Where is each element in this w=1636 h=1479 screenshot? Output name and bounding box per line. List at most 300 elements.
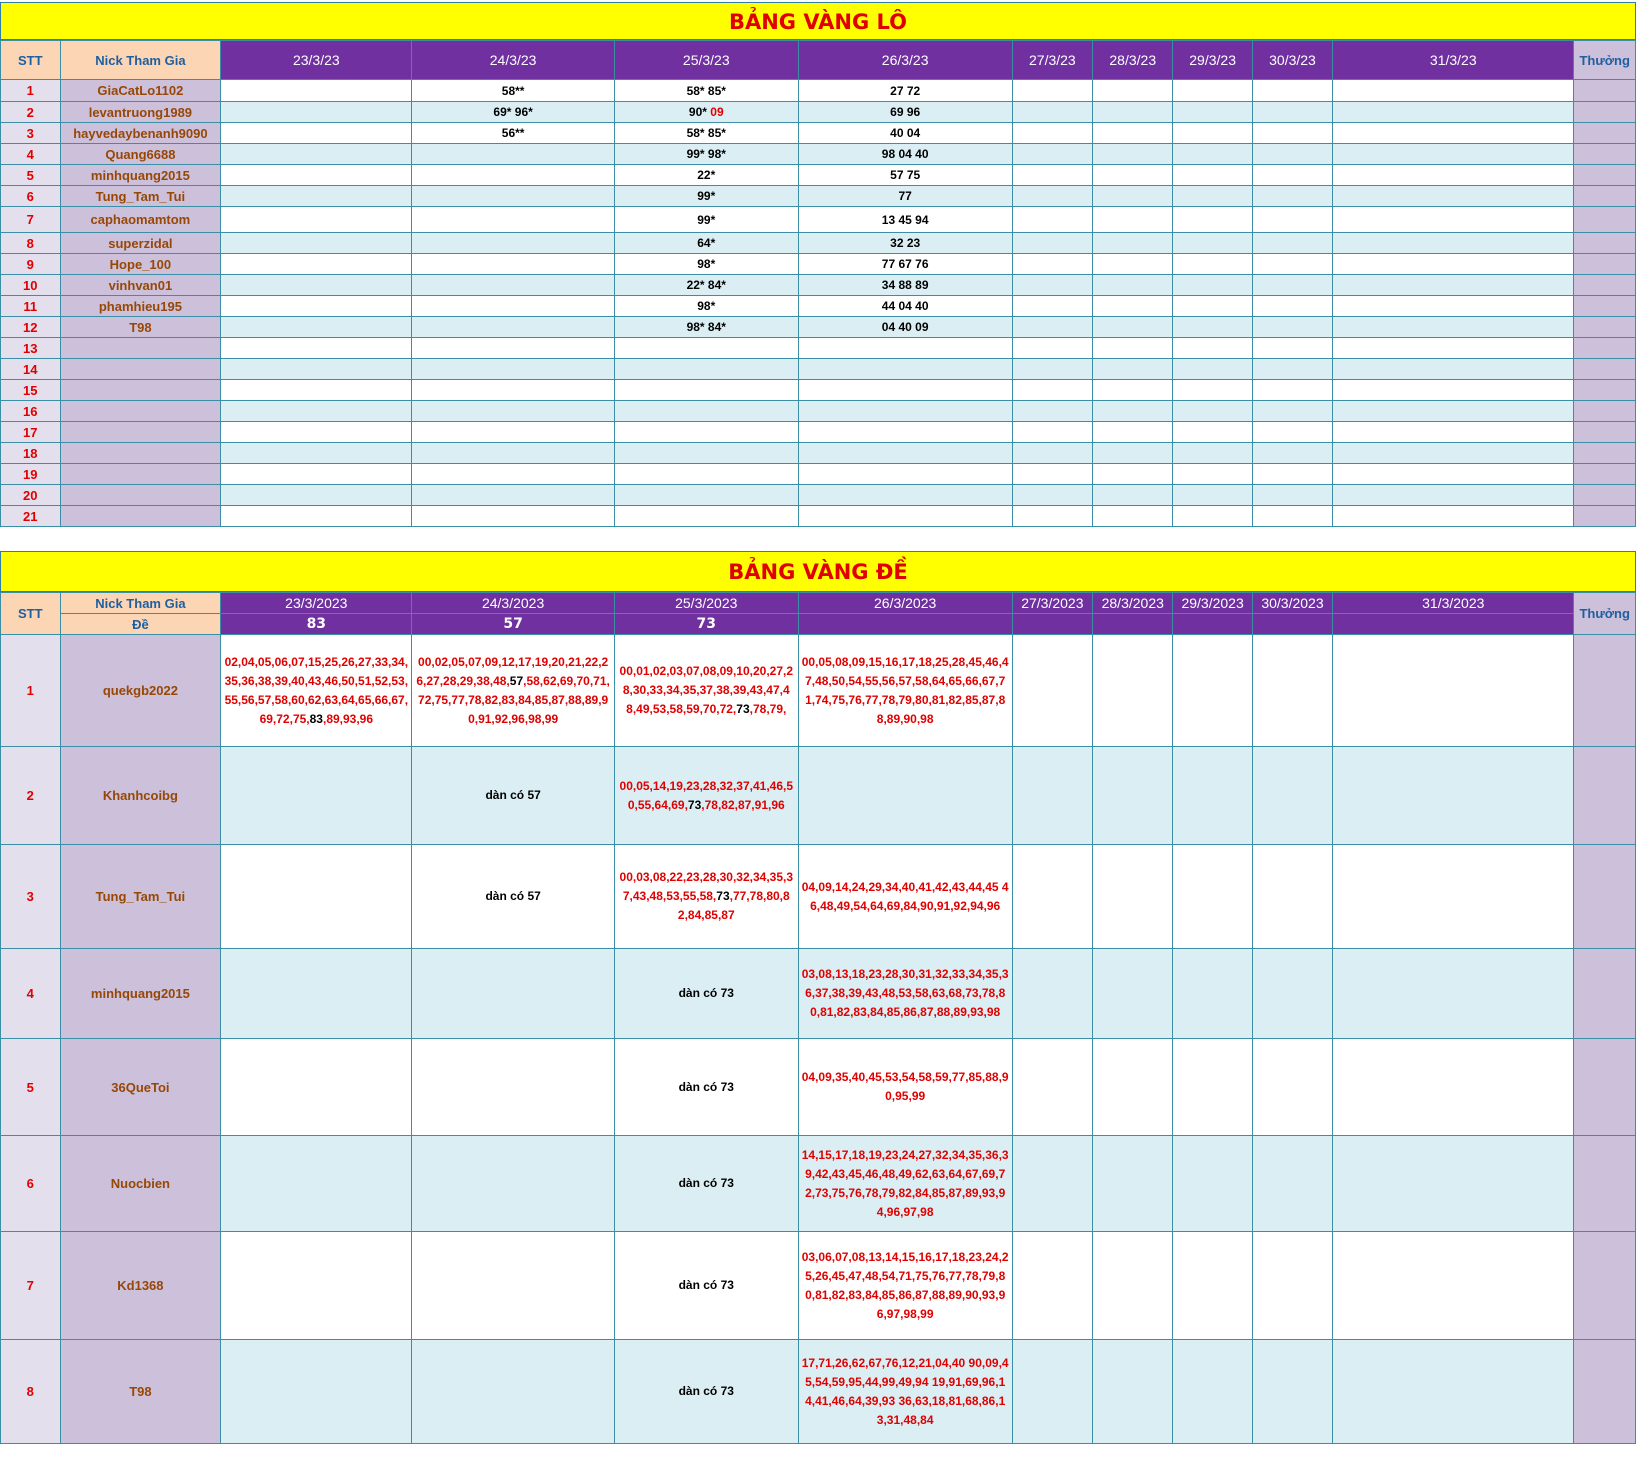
lo-cell: 58** — [412, 80, 615, 102]
de-header-stt: STT — [1, 593, 61, 635]
lo-cell — [1173, 422, 1252, 443]
de-cell — [1012, 1136, 1092, 1232]
de-cell — [614, 845, 798, 949]
de-header-date: 28/3/2023 — [1093, 593, 1173, 614]
number-list — [412, 653, 614, 729]
lo-cell — [1012, 254, 1092, 275]
lo-cell — [221, 80, 412, 102]
lo-cell: 34 88 89 — [798, 275, 1012, 296]
table-row — [1, 296, 1636, 317]
row-stt: 10 — [1, 275, 61, 296]
row-stt: 7 — [1, 1232, 61, 1340]
table-row — [1, 1340, 1636, 1444]
number-segment: 04,09,35,40,45,53,54,58,59,77,85,88,90,95,99 — [801, 1070, 1009, 1103]
lo-cell — [1252, 317, 1332, 338]
row-nick: Khanhcoibg — [60, 747, 221, 845]
lo-cell — [221, 401, 412, 422]
lo-cell — [614, 207, 798, 233]
number-segment: 00,01,02,03,07,08,09,10,20,27,28,30,33,34,35,37,38,39,43,47,48,49,53,58,59,70,72, — [619, 664, 794, 716]
lo-cell — [614, 296, 798, 317]
lo-cell — [1333, 80, 1574, 102]
table-row — [1, 949, 1636, 1039]
lo-cell — [1093, 296, 1173, 317]
row-thuong — [1574, 102, 1636, 123]
de-cell — [1173, 1232, 1252, 1340]
de-result: 73 — [614, 614, 798, 635]
row-nick: T98 — [60, 1340, 221, 1444]
de-body — [1, 635, 1636, 1444]
row-thuong — [1574, 207, 1636, 233]
de-header-date: 29/3/2023 — [1173, 593, 1252, 614]
lo-cell — [1173, 275, 1252, 296]
lo-cell: 27 72 — [798, 80, 1012, 102]
de-cell — [412, 1340, 615, 1444]
table-row — [1, 401, 1636, 422]
number-hit: 73 — [687, 797, 702, 812]
lo-cell — [614, 422, 798, 443]
lo-cell-value: 99* — [697, 189, 716, 203]
row-thuong — [1574, 845, 1636, 949]
lo-cell — [412, 207, 615, 233]
row-thuong — [1574, 747, 1636, 845]
lo-cell-value: 98* 84* — [686, 320, 726, 334]
lo-cell — [1252, 186, 1332, 207]
number-segment: ,89,93,96 — [322, 711, 374, 726]
lo-cell — [1333, 359, 1574, 380]
row-nick: GiaCatLo1102 — [60, 80, 221, 102]
row-thuong — [1574, 422, 1636, 443]
de-cell — [1173, 635, 1252, 747]
row-nick: Tung_Tam_Tui — [60, 845, 221, 949]
lo-cell — [1333, 102, 1574, 123]
number-list — [799, 1248, 1012, 1324]
lo-header-date: 30/3/23 — [1252, 41, 1332, 80]
lo-cell — [1333, 401, 1574, 422]
row-thuong — [1574, 144, 1636, 165]
row-nick — [60, 464, 221, 485]
row-stt: 9 — [1, 254, 61, 275]
table-row — [1, 338, 1636, 359]
lo-cell — [1333, 338, 1574, 359]
lo-cell — [1252, 233, 1332, 254]
lo-cell — [1333, 464, 1574, 485]
lo-cell — [1252, 359, 1332, 380]
lo-cell — [1333, 207, 1574, 233]
de-result-empty — [1173, 614, 1252, 635]
row-thuong — [1574, 443, 1636, 464]
row-stt: 13 — [1, 338, 61, 359]
lo-header-thuong: Thưởng — [1574, 41, 1636, 80]
de-cell — [1173, 1136, 1252, 1232]
de-cell — [798, 747, 1012, 845]
row-nick — [60, 422, 221, 443]
table-row — [1, 747, 1636, 845]
lo-cell-value: 64* — [697, 236, 716, 250]
number-list — [615, 662, 798, 719]
lo-cell — [1252, 102, 1332, 123]
lo-cell: 40 04 — [798, 123, 1012, 144]
number-list — [615, 777, 798, 815]
number-segment: ,77,78,80,82,84,85,87 — [677, 889, 790, 922]
lo-cell — [221, 485, 412, 506]
number-list — [799, 1354, 1012, 1430]
lo-cell — [1252, 144, 1332, 165]
number-hit: 73 — [716, 889, 730, 903]
number-list — [799, 1068, 1012, 1106]
lo-cell — [614, 338, 798, 359]
table-row — [1, 254, 1636, 275]
lo-cell — [1093, 233, 1173, 254]
number-segment: ,58,62,69,70,71,72,75,77,78,82,83,84,85,87,88,89,90,91,92,96,98,99 — [418, 673, 610, 726]
row-stt: 16 — [1, 401, 61, 422]
lo-cell — [1333, 254, 1574, 275]
de-cell — [614, 747, 798, 845]
table-row — [1, 207, 1636, 233]
lo-cell — [1252, 380, 1332, 401]
lo-cell — [221, 275, 412, 296]
lo-cell — [1093, 485, 1173, 506]
de-cell — [798, 1340, 1012, 1444]
lo-cell — [1173, 186, 1252, 207]
de-cell — [1012, 1039, 1092, 1136]
lo-cell — [614, 443, 798, 464]
de-cell — [798, 1232, 1012, 1340]
de-cell — [614, 1340, 798, 1444]
lo-cell — [1012, 233, 1092, 254]
lo-cell — [1252, 123, 1332, 144]
lo-cell — [1173, 233, 1252, 254]
de-cell — [614, 1232, 798, 1340]
de-cell — [412, 845, 615, 949]
lo-cell — [1093, 338, 1173, 359]
lo-cell — [412, 359, 615, 380]
lo-cell — [412, 254, 615, 275]
de-cell — [1012, 1340, 1092, 1444]
row-thuong — [1574, 635, 1636, 747]
lo-cell — [1093, 401, 1173, 422]
dan-note: dàn có 73 — [678, 1176, 734, 1190]
number-segment: 04,09,14,24,29,34,40,41,42,43,44,45 46,48,49,54,64,69,84,90,91,92,94,96 — [801, 879, 1009, 913]
lo-cell — [614, 506, 798, 527]
number-list — [799, 878, 1012, 916]
lo-cell — [412, 380, 615, 401]
table-row — [1, 635, 1636, 747]
lo-cell — [221, 144, 412, 165]
lo-cell — [412, 144, 615, 165]
lo-cell — [221, 296, 412, 317]
de-title: BẢNG VÀNG ĐỀ — [728, 560, 908, 584]
row-nick: Nuocbien — [60, 1136, 221, 1232]
lo-cell — [1252, 80, 1332, 102]
lo-cell — [1173, 296, 1252, 317]
de-cell — [1252, 1340, 1332, 1444]
lo-cell — [1093, 165, 1173, 186]
de-header-date: 30/3/2023 — [1252, 593, 1332, 614]
lo-cell — [1252, 296, 1332, 317]
table-row — [1, 186, 1636, 207]
lo-cell — [1093, 207, 1173, 233]
lo-cell — [1252, 401, 1332, 422]
table-row — [1, 80, 1636, 102]
table-row — [1, 144, 1636, 165]
lo-cell — [1333, 144, 1574, 165]
lo-cell — [614, 464, 798, 485]
row-nick — [60, 338, 221, 359]
lo-cell — [1333, 422, 1574, 443]
lo-cell — [221, 165, 412, 186]
lo-cell — [1012, 485, 1092, 506]
table-row — [1, 845, 1636, 949]
lo-cell — [1093, 254, 1173, 275]
lo-table — [0, 40, 1636, 527]
row-stt: 19 — [1, 464, 61, 485]
row-nick — [60, 380, 221, 401]
lo-cell — [1093, 359, 1173, 380]
table-row — [1, 443, 1636, 464]
lo-cell — [614, 254, 798, 275]
row-stt: 5 — [1, 165, 61, 186]
lo-cell — [1173, 485, 1252, 506]
lo-cell: 69 96 — [798, 102, 1012, 123]
row-nick — [60, 485, 221, 506]
dan-note: dàn có 57 — [485, 788, 541, 802]
row-thuong — [1574, 165, 1636, 186]
lo-cell-value: 58* 85* — [686, 83, 726, 98]
lo-cell — [1093, 422, 1173, 443]
row-thuong — [1574, 275, 1636, 296]
row-stt: 15 — [1, 380, 61, 401]
lo-cell — [1252, 275, 1332, 296]
lo-cell — [221, 464, 412, 485]
lo-header-date: 25/3/23 — [614, 41, 798, 80]
lo-header-date: 29/3/23 — [1173, 41, 1252, 80]
de-header-date: 26/3/2023 — [798, 593, 1012, 614]
lo-cell: 56** — [412, 123, 615, 144]
lo-title: BẢNG VÀNG LÔ — [728, 10, 908, 34]
lo-cell — [221, 506, 412, 527]
lo-cell — [1173, 165, 1252, 186]
de-cell — [1012, 635, 1092, 747]
lo-cell — [1012, 464, 1092, 485]
table-row — [1, 422, 1636, 443]
lo-cell — [1012, 275, 1092, 296]
lo-cell — [1333, 485, 1574, 506]
de-cell — [1333, 635, 1574, 747]
lo-cell — [1093, 144, 1173, 165]
row-nick: Hope_100 — [60, 254, 221, 275]
lo-cell: 44 04 40 — [798, 296, 1012, 317]
number-segment: 00,03,08,22,23,28,30,32,34,35,37,43,48,53,55,58, — [619, 870, 794, 903]
lo-cell — [1173, 338, 1252, 359]
de-cell — [1012, 845, 1092, 949]
number-list — [799, 1146, 1012, 1222]
row-nick — [60, 506, 221, 527]
de-header-date: 31/3/2023 — [1333, 593, 1574, 614]
lo-header-nick: Nick Tham Gia — [60, 41, 221, 80]
lo-cell — [1093, 80, 1173, 102]
lo-cell — [221, 254, 412, 275]
lo-header-date: 27/3/23 — [1012, 41, 1092, 80]
lo-cell: 13 45 94 — [798, 207, 1012, 233]
lo-cell — [614, 359, 798, 380]
de-cell — [1093, 1136, 1173, 1232]
lo-cell — [614, 317, 798, 338]
row-thuong — [1574, 359, 1636, 380]
lo-cell — [1093, 464, 1173, 485]
number-list — [799, 965, 1012, 1022]
number-list — [615, 868, 798, 925]
de-cell — [221, 949, 412, 1039]
row-nick: Quang6688 — [60, 144, 221, 165]
table-row — [1, 165, 1636, 186]
de-header-date: 27/3/2023 — [1012, 593, 1092, 614]
number-segment: 14,15,17,18,19,23,24,27,32,34,35,36,39,42,43,45,46,48,49,62,63,64,67,69,72,73,75,76,78,79,82,84,85,87,89,93,94,96,97,98 — [801, 1147, 1009, 1219]
lo-cell — [1012, 80, 1092, 102]
row-nick: hayvedaybenanh9090 — [60, 123, 221, 144]
row-nick: T98 — [60, 317, 221, 338]
lo-cell — [1012, 144, 1092, 165]
lo-cell — [412, 464, 615, 485]
lo-cell — [1093, 275, 1173, 296]
de-cell — [1333, 1232, 1574, 1340]
lo-cell — [1093, 123, 1173, 144]
table-row — [1, 1039, 1636, 1136]
lo-cell — [614, 186, 798, 207]
de-result-row — [1, 614, 1636, 635]
lo-cell — [1333, 443, 1574, 464]
lo-cell — [1093, 443, 1173, 464]
lo-cell-value: 99* 98* — [686, 147, 726, 161]
row-stt: 7 — [1, 207, 61, 233]
lo-cell — [1012, 443, 1092, 464]
row-thuong — [1574, 1136, 1636, 1232]
table-row — [1, 317, 1636, 338]
row-thuong — [1574, 123, 1636, 144]
number-list — [799, 653, 1012, 729]
lo-cell: 98 04 40 — [798, 144, 1012, 165]
de-cell — [1173, 747, 1252, 845]
lo-cell — [221, 317, 412, 338]
lo-cell — [1252, 254, 1332, 275]
de-header-row — [1, 593, 1636, 614]
de-cell — [1333, 1039, 1574, 1136]
row-nick: superzidal — [60, 233, 221, 254]
lo-cell: 69* 96* — [412, 102, 615, 123]
de-header-thuong: Thưởng — [1574, 593, 1636, 635]
de-result-empty — [1333, 614, 1574, 635]
lo-cell — [1173, 317, 1252, 338]
lo-cell — [1333, 165, 1574, 186]
lo-cell — [1173, 443, 1252, 464]
row-stt: 6 — [1, 1136, 61, 1232]
lo-cell — [614, 165, 798, 186]
de-cell — [1093, 747, 1173, 845]
number-segment: ,78,79, — [749, 702, 787, 716]
table-row — [1, 275, 1636, 296]
lo-cell — [1333, 275, 1574, 296]
de-cell — [1093, 1232, 1173, 1340]
de-cell — [1252, 845, 1332, 949]
lo-cell — [1173, 80, 1252, 102]
lo-cell — [412, 485, 615, 506]
lo-cell-value: 22* — [697, 168, 716, 182]
row-thuong — [1574, 254, 1636, 275]
lo-cell — [412, 338, 615, 359]
de-cell — [1173, 949, 1252, 1039]
lo-cell-value: 98* — [697, 257, 716, 271]
lo-cell — [221, 186, 412, 207]
row-nick: quekgb2022 — [60, 635, 221, 747]
row-nick: levantruong1989 — [60, 102, 221, 123]
lo-cell — [1093, 102, 1173, 123]
row-stt: 1 — [1, 635, 61, 747]
de-cell — [1093, 1340, 1173, 1444]
row-thuong — [1574, 296, 1636, 317]
lo-cell: 57 75 — [798, 165, 1012, 186]
de-cell — [1252, 747, 1332, 845]
lo-cell — [1173, 207, 1252, 233]
table-row — [1, 1232, 1636, 1340]
lo-cell — [1012, 123, 1092, 144]
de-cell — [614, 949, 798, 1039]
lo-cell-value: 98* — [697, 299, 716, 313]
row-nick: Kd1368 — [60, 1232, 221, 1340]
lo-cell — [412, 165, 615, 186]
table-row — [1, 102, 1636, 123]
lo-cell-value-hit: 09 — [710, 105, 724, 119]
lo-cell — [221, 338, 412, 359]
lo-cell — [1252, 207, 1332, 233]
lo-cell — [221, 443, 412, 464]
number-hit: 73 — [736, 702, 750, 716]
lo-cell-value: 22* 84* — [686, 278, 726, 292]
lo-cell — [1012, 186, 1092, 207]
lo-cell — [1252, 338, 1332, 359]
de-cell — [221, 1340, 412, 1444]
row-stt: 2 — [1, 747, 61, 845]
lo-cell — [1333, 296, 1574, 317]
de-cell — [1252, 949, 1332, 1039]
de-result-empty — [798, 614, 1012, 635]
row-stt: 12 — [1, 317, 61, 338]
lo-cell — [412, 422, 615, 443]
lo-cell — [798, 485, 1012, 506]
lo-cell: 04 40 09 — [798, 317, 1012, 338]
de-cell — [798, 949, 1012, 1039]
lo-cell — [1173, 401, 1252, 422]
row-stt: 18 — [1, 443, 61, 464]
row-thuong — [1574, 317, 1636, 338]
lo-cell — [1173, 144, 1252, 165]
lo-cell: 32 23 — [798, 233, 1012, 254]
de-cell — [1012, 1232, 1092, 1340]
lo-cell — [614, 123, 798, 144]
number-segment: 17,71,26,62,67,76,12,21,04,40 90,09,45,54,59,95,44,99,49,94 19,91,69,96,14,41,46,64,39,93 36,63,18,81,68,86,13,31,48,84 — [801, 1355, 1009, 1427]
de-cell — [614, 1039, 798, 1136]
lo-cell: 77 — [798, 186, 1012, 207]
de-cell — [1252, 1232, 1332, 1340]
lo-cell — [1012, 401, 1092, 422]
row-nick: caphaomamtom — [60, 207, 221, 233]
row-stt: 3 — [1, 845, 61, 949]
table-row — [1, 506, 1636, 527]
number-hit: 57 — [509, 673, 524, 688]
row-stt: 5 — [1, 1039, 61, 1136]
lo-cell — [412, 317, 615, 338]
row-nick — [60, 359, 221, 380]
number-hit: 83 — [309, 711, 323, 726]
lo-cell — [1012, 506, 1092, 527]
